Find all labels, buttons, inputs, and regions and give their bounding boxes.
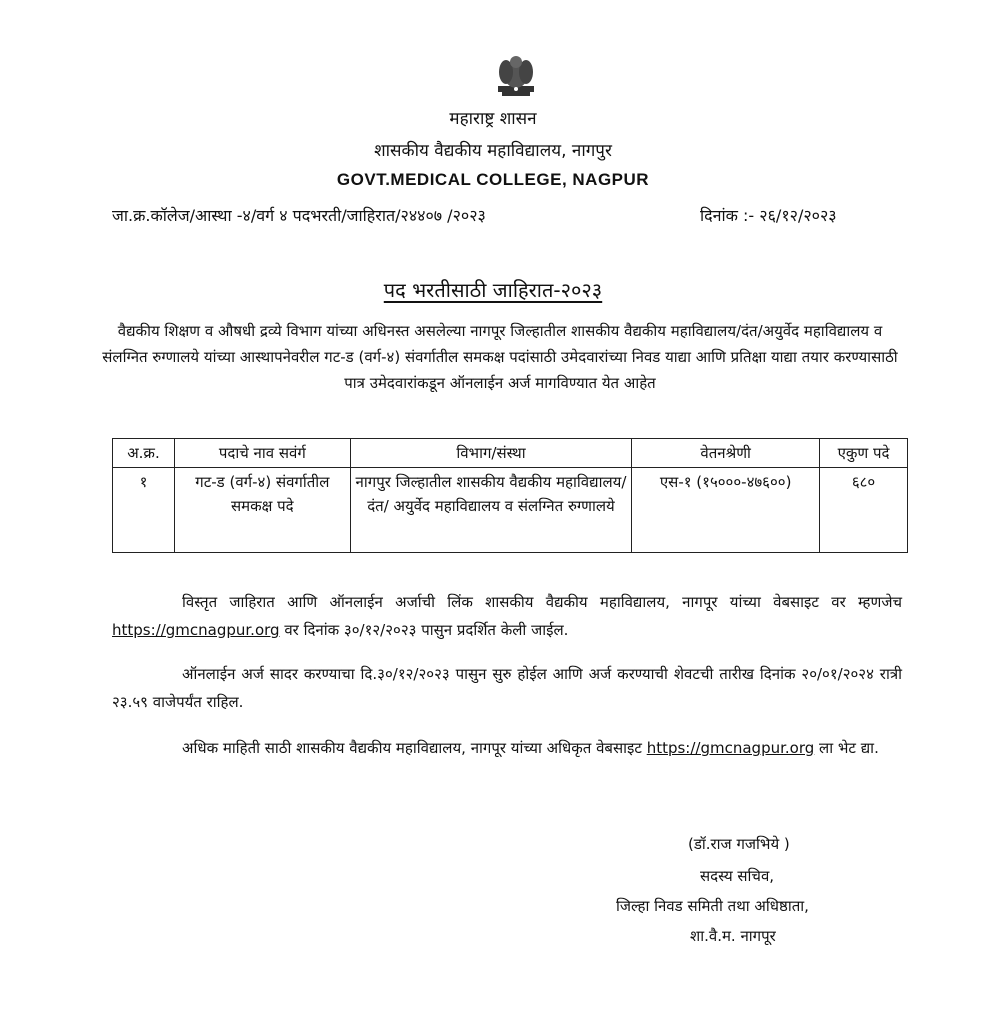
reference-date: दिनांक :- २६/१२/२०२३ [700, 206, 837, 225]
website-link[interactable]: https://gmcnagpur.org [112, 621, 280, 639]
signatory-designation: सदस्य सचिव, [700, 867, 775, 885]
table-header-row [113, 439, 908, 468]
col-header-serial: अ.क्र. [113, 439, 175, 468]
table-row [113, 468, 908, 553]
intro-paragraph: वैद्यकीय शिक्षण व औषधी द्रव्ये विभाग यांच्या अधिनस्त असलेल्या नागपूर जिल्हातील शासकीय वैद्यकीय महाविद्यालय/दंत/अयुर्वेद महाविद्यालय व संलग्नित रुग्णालये यांच्या आस्थापनेवरील गट-ड (वर्ग-४) संवर्गातील समकक्ष पदांसाठी उमेदवारांच्या निवड याद्या आणि प्रतिक्षा याद्या तयार करण्यासाठी पात्र उमेदवारांकडून ऑनलाईन अर्ज मागविण्यात येत आहेत [102, 322, 898, 392]
col-header-department: विभाग/संस्था [350, 439, 632, 468]
header-line-state: महाराष्ट्र शासन [449, 109, 537, 129]
cell-post-name: गट-ड (वर्ग-४) संवर्गातील समकक्ष पदे [174, 468, 350, 553]
col-header-pay-scale: वेतनश्रेणी [632, 439, 820, 468]
posts-table [112, 438, 908, 553]
col-header-post-name: पदाचे नाव सवंर्ग [174, 439, 350, 468]
paragraph-text: ला भेट द्या. [814, 739, 879, 757]
col-header-total-posts: एकुण पदे [820, 439, 908, 468]
reference-number: जा.क्र.कॉलेज/आस्था -४/वर्ग ४ पदभरती/जाहिरात/२४४०७ /२०२३ [112, 206, 486, 225]
website-link[interactable]: https://gmcnagpur.org [646, 739, 815, 757]
header-line-college-marathi: शासकीय वैद्यकीय महाविद्यालय, नागपुर [374, 141, 612, 161]
page-title: पद भरतीसाठी जाहिरात-२०२३ [383, 278, 603, 302]
signatory-office: शा.वै.म. नागपूर [690, 927, 776, 945]
paragraph-text: वर दिनांक ३०/१२/२०२३ पासुन प्रदर्शित केली जाईल. [279, 621, 569, 639]
paragraph-text: अधिक माहिती साठी शासकीय वैद्यकीय महाविद्यालय, नागपूर यांच्या अधिकृत वेबसाइट [182, 739, 647, 757]
paragraph-more-info [112, 734, 902, 762]
cell-total-posts: ६८० [820, 468, 908, 553]
cell-pay-scale: एस-१ (१५०००-४७६००) [632, 468, 820, 553]
signatory-committee: जिल्हा निवड समिती तथा अधिष्ठाता, [616, 897, 809, 915]
paragraph-website [112, 588, 902, 644]
cell-serial: १ [113, 468, 175, 553]
paragraph-dates: ऑनलाईन अर्ज सादर करण्याचा दि.३०/१२/२०२३ पासुन सुरु होईल आणि अर्ज करण्याची शेवटची तारीख दिनांक २०/०१/२०२४ रात्री २३.५९ वाजेपर्यंत राहिल. [112, 665, 902, 711]
state-emblem-icon [488, 48, 544, 104]
paragraph-text: विस्तृत जाहिरात आणि ऑनलाईन अर्जाची लिंक शासकीय वैद्यकीय महाविद्यालय, नागपूर यांच्या वेबसाइट वर म्हणजेच [182, 593, 902, 611]
cell-department: नागपुर जिल्हातील शासकीय वैद्यकीय महाविद्यालय/ दंत/ अयुर्वेद महाविद्यालय व संलग्नित रुग्णालये [350, 468, 632, 553]
header-line-college-english: GOVT.MEDICAL COLLEGE, NAGPUR [336, 170, 650, 189]
signatory-name: (डॉ.राज गजभिये ) [688, 835, 790, 853]
